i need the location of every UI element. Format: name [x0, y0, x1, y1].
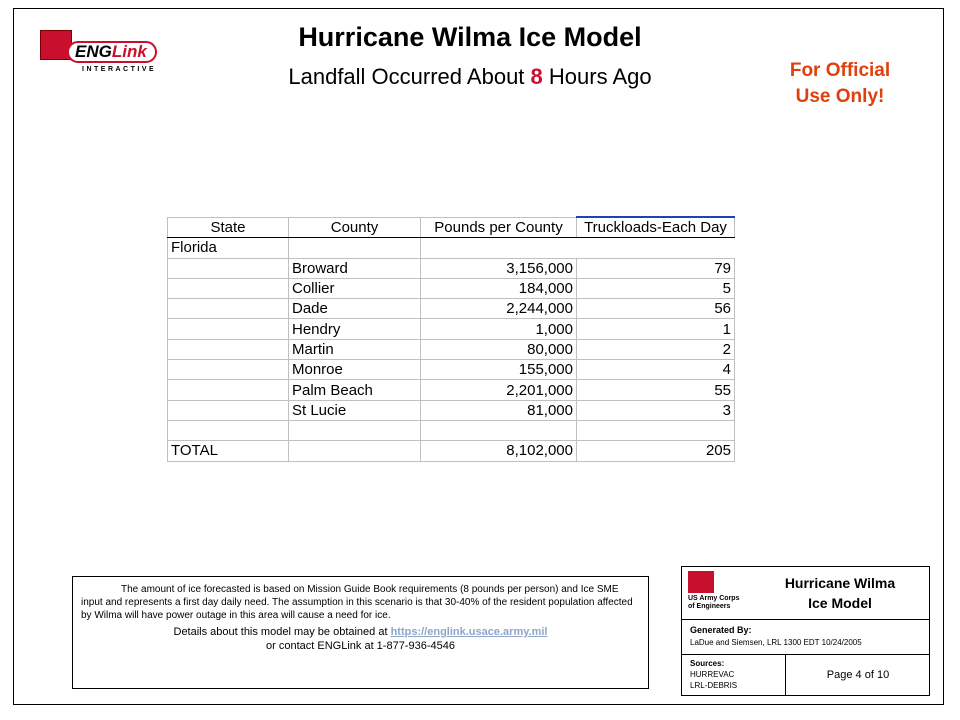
table-row	[168, 360, 735, 380]
county-cell: Collier	[289, 278, 421, 298]
pounds-cell: 2,201,000	[421, 380, 577, 400]
englink-wordmark	[67, 41, 157, 63]
table-row	[168, 278, 735, 298]
trucks-cell: 2	[577, 339, 735, 359]
usace-text	[688, 595, 739, 611]
usace-logo	[688, 571, 748, 615]
logo-subtitle: INTERACTIVE	[82, 66, 157, 73]
note-paragraph: The amount of ice forecasted is based on Mission Guide Book requirements (8 pounds per person) and Ice SME input and represents a first day daily need. The assumption in this scenario is that 30-40% of the resident population affected by Wilma will have power outage in this area will cause a need for ice.	[81, 584, 633, 621]
details-prefix: Details about this model may be obtained at	[173, 626, 391, 638]
generated-label: Generated By:	[690, 625, 752, 635]
trucks-cell: 3	[577, 400, 735, 420]
county-cell: Hendry	[289, 319, 421, 339]
table-row	[168, 339, 735, 359]
table-header-row	[168, 217, 735, 238]
trucks-cell: 5	[577, 278, 735, 298]
sources	[682, 655, 786, 695]
generated-value: LaDue and Siemsen, LRL 1300 EDT 10/24/2005	[690, 638, 862, 647]
trucks-cell: 1	[577, 319, 735, 339]
page-number: Page 4 of 10	[826, 669, 890, 681]
total-label: TOTAL	[168, 441, 289, 461]
sources-label: Sources:	[690, 659, 725, 668]
table-row	[168, 319, 735, 339]
county-cell: Monroe	[289, 360, 421, 380]
info-header	[682, 567, 929, 620]
county-cell: Dade	[289, 299, 421, 319]
total-pounds: 8,102,000	[421, 441, 577, 461]
model-line1: Hurricane Wilma	[784, 575, 896, 591]
subtitle-prefix: Landfall Occurred About	[288, 64, 531, 89]
county-cell: Palm Beach	[289, 380, 421, 400]
pounds-cell: 81,000	[421, 400, 577, 420]
subtitle-suffix: Hours Ago	[542, 64, 652, 89]
source-1: HURREVAC	[690, 670, 735, 679]
model-line2: Ice Model	[808, 595, 872, 611]
official-line1: For Official	[789, 60, 891, 81]
trucks-cell: 79	[577, 258, 735, 278]
table-row	[168, 299, 735, 319]
ice-forecast-table	[167, 216, 735, 462]
org-line2: of Engineers	[688, 603, 731, 610]
header-county: County	[289, 217, 421, 238]
org-line1: US Army Corps	[688, 595, 740, 602]
header-truckloads: Truckloads-Each Day	[577, 217, 735, 238]
pounds-cell: 155,000	[421, 360, 577, 380]
contact-line: or contact ENGLink at 1-877-936-4546	[266, 640, 455, 652]
logo-eng: ENG	[75, 42, 112, 61]
englink-logo	[40, 30, 158, 78]
pounds-cell: 184,000	[421, 278, 577, 298]
castle-icon	[688, 571, 714, 593]
source-2: LRL-DEBRIS	[690, 681, 738, 690]
official-line2: Use Only!	[795, 86, 885, 107]
county-cell: Martin	[289, 339, 421, 359]
englink-url-link[interactable]: https://englink.usace.army.mil	[390, 626, 548, 638]
pounds-cell: 80,000	[421, 339, 577, 359]
header-pounds: Pounds per County	[421, 217, 577, 238]
official-use-notice	[770, 58, 910, 110]
trucks-cell: 56	[577, 299, 735, 319]
table-row	[168, 258, 735, 278]
county-cell: St Lucie	[289, 400, 421, 420]
model-info-box	[681, 566, 930, 696]
methodology-note	[72, 576, 649, 689]
pounds-cell: 2,244,000	[421, 299, 577, 319]
table-total-row	[168, 441, 735, 461]
header-state: State	[168, 217, 289, 238]
page-title: Hurricane Wilma Ice Model	[298, 22, 642, 52]
logo-link: Link	[111, 42, 147, 61]
total-trucks: 205	[577, 441, 735, 461]
table-row	[168, 380, 735, 400]
table-row	[168, 238, 735, 258]
model-title	[754, 573, 926, 613]
generated-by	[682, 619, 929, 655]
pounds-cell: 1,000	[421, 319, 577, 339]
page-subtitle	[200, 64, 740, 90]
trucks-cell: 55	[577, 380, 735, 400]
table-row	[168, 420, 735, 440]
table-row	[168, 400, 735, 420]
pounds-cell: 3,156,000	[421, 258, 577, 278]
subtitle-hours: 8	[530, 64, 543, 89]
note-details	[81, 625, 640, 653]
state-cell: Florida	[168, 238, 289, 258]
county-cell: Broward	[289, 258, 421, 278]
trucks-cell: 4	[577, 360, 735, 380]
